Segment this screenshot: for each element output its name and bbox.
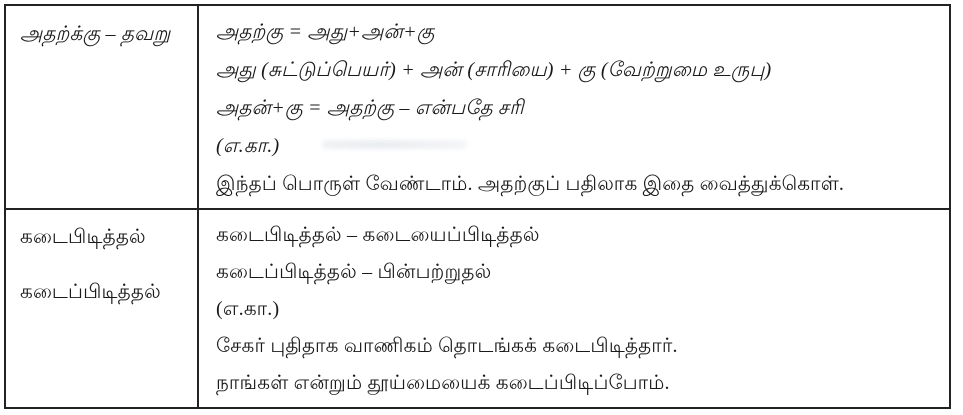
detail-cell-atharku [198, 5, 950, 209]
table-row-atharku [5, 5, 950, 209]
example-sentence: சேகர் புதிதாக வாணிகம் தொடங்கக் கடைபிடித்தார். [216, 335, 678, 357]
detail-line: அதன்+கு = அதற்கு – என்பதே சரி [216, 97, 524, 119]
erased-ink-smudge [322, 140, 467, 149]
detail-line: கடைபிடித்தல் – கடையைப்பிடித்தல் [216, 224, 540, 246]
term-cell-atharku [5, 5, 198, 209]
usage-comparison-table [4, 4, 951, 409]
example-sentence: நாங்கள் என்றும் தூய்மையைக் கடைப்பிடிப்போம். [216, 372, 670, 394]
detail-cell-kadaipidithal [198, 209, 950, 408]
detail-line: கடைப்பிடித்தல் – பின்பற்றுதல் [216, 261, 492, 283]
term-cell-kadaipidithal [5, 209, 198, 408]
table-row-kadaipidithal [5, 209, 950, 408]
term-text: கடைபிடித்தல் [20, 226, 146, 248]
detail-line: அது (சுட்டுப்பெயர்) + அன் (சாரியை) + கு (வேற்றுமை உருபு) [216, 59, 772, 81]
example-sentence: இந்தப் பொருள் வேண்டாம். அதற்குப் பதிலாக இதை வைத்துக்கொள். [216, 173, 845, 195]
term-text: அதற்க்கு – தவறு [20, 23, 171, 45]
term-text: கடைப்பிடித்தல் [20, 281, 161, 303]
detail-line: அதற்கு = அது+அன்+கு [216, 21, 435, 43]
example-label: (எ.கா.) [216, 135, 280, 157]
example-label: (எ.கா.) [216, 298, 280, 320]
